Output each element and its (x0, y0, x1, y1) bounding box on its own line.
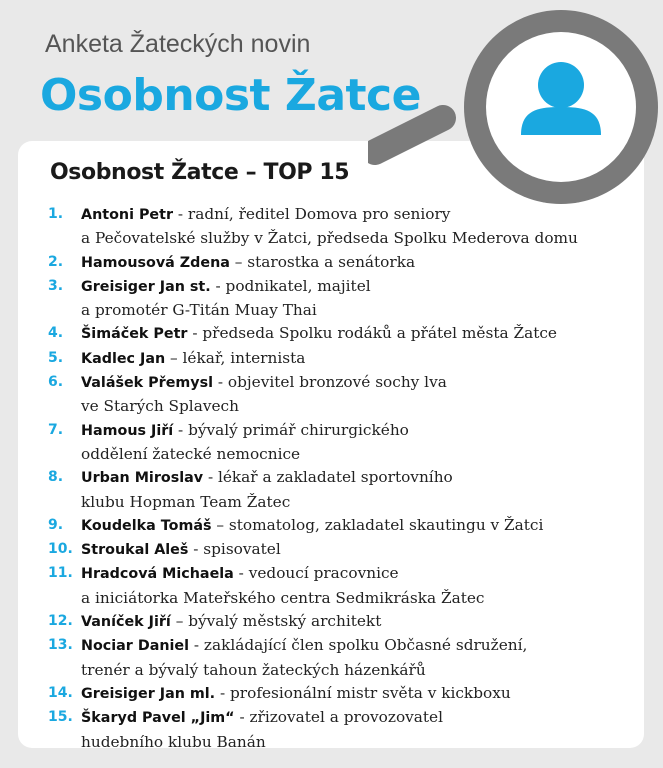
list-item (48, 347, 638, 371)
person-description: - radní, ředitel Domova pro seniory (173, 205, 451, 223)
person-name: Hradcová Michaela (81, 566, 234, 583)
item-number: 3. (48, 277, 64, 294)
list-item (48, 682, 638, 706)
person-description: - podnikatel, majitel (210, 276, 371, 295)
person-name: Nociar Daniel (81, 638, 190, 655)
person-name: Škaryd Pavel „Jim“ (81, 710, 235, 727)
list-item (48, 203, 638, 251)
person-name: Urban Miroslav (81, 470, 204, 487)
item-number: 12. (48, 613, 73, 630)
person-description: - bývalý primář chirurgického (173, 420, 409, 439)
person-description: – lékař, internista (165, 348, 306, 367)
list-item (48, 706, 638, 754)
person-description: – stomatolog, zakladatel skautingu v Žatci (211, 515, 544, 534)
top15-list (48, 203, 638, 754)
list-item (48, 466, 638, 514)
item-number: 7. (48, 421, 64, 438)
item-number: 5. (48, 349, 64, 366)
person-description: - předseda Spolku rodáků a přátel města Žatce (187, 324, 557, 343)
list-item (48, 251, 638, 275)
person-description-cont: trenér a bývalý tahoun žateckých házenkářů (81, 660, 426, 679)
item-number: 4. (48, 325, 64, 342)
list-item (48, 275, 638, 323)
item-number: 15. (48, 709, 73, 726)
item-number: 10. (48, 541, 73, 558)
person-description: - vedoucí pracovnice (233, 564, 399, 583)
list-item (48, 419, 638, 467)
person-description-cont: ve Starých Splavech (81, 397, 239, 416)
person-name: Hamous Jiří (81, 422, 174, 439)
person-description: - zřizovatel a provozovatel (234, 708, 444, 727)
person-description: – starostka a senátorka (229, 252, 416, 271)
person-description-cont: a promotér G-Titán Muay Thai (81, 301, 317, 320)
item-number: 8. (48, 469, 64, 486)
person-description: - spisovatel (188, 540, 281, 559)
item-number: 14. (48, 684, 73, 701)
person-name: Greisiger Jan st. (81, 278, 211, 295)
person-name: Kadlec Jan (81, 350, 166, 367)
person-description-cont: hudebního klubu Banán (81, 732, 266, 751)
item-number: 9. (48, 516, 64, 533)
person-name: Valášek Přemysl (81, 375, 214, 392)
item-number: 6. (48, 374, 64, 391)
page-subtitle: Anketa Žateckých novin (45, 30, 311, 58)
list-item (48, 562, 638, 610)
item-number: 2. (48, 253, 64, 270)
page-title: Osobnost Žatce (40, 70, 421, 121)
person-description-cont: a Pečovatelské služby v Žatci, předseda Spolku Mederova domu (81, 229, 578, 248)
person-description: – bývalý městský architekt (170, 612, 382, 631)
person-name: Antoni Petr (81, 207, 174, 223)
person-name: Greisiger Jan ml. (81, 685, 216, 702)
person-name: Stroukal Aleš (81, 542, 189, 559)
list-item (48, 538, 638, 562)
person-name: Vaníček Jiří (81, 614, 171, 631)
list-item (48, 514, 638, 538)
list-item (48, 634, 638, 682)
person-description-cont: oddělení žatecké nemocnice (81, 444, 301, 463)
person-description-cont: a iniciátorka Mateřského centra Sedmikráska Žatec (81, 588, 485, 607)
person-description: - objevitel bronzové sochy lva (213, 373, 447, 392)
person-description: - zakládající člen spolku Občasné sdružení, (189, 636, 528, 655)
card-title: Osobnost Žatce – TOP 15 (50, 160, 350, 185)
list-item (48, 610, 638, 634)
item-number: 1. (48, 206, 64, 222)
item-number: 11. (48, 565, 73, 582)
person-description: - lékař a zakladatel sportovního (203, 468, 453, 487)
list-item (48, 322, 638, 346)
list-item (48, 371, 638, 419)
person-description-cont: klubu Hopman Team Žatec (81, 492, 291, 511)
item-number: 13. (48, 637, 73, 654)
person-description: - profesionální mistr světa v kickboxu (215, 683, 511, 702)
person-name: Hamousová Zdena (81, 254, 230, 271)
person-name: Šimáček Petr (81, 326, 188, 343)
person-name: Koudelka Tomáš (81, 517, 212, 534)
